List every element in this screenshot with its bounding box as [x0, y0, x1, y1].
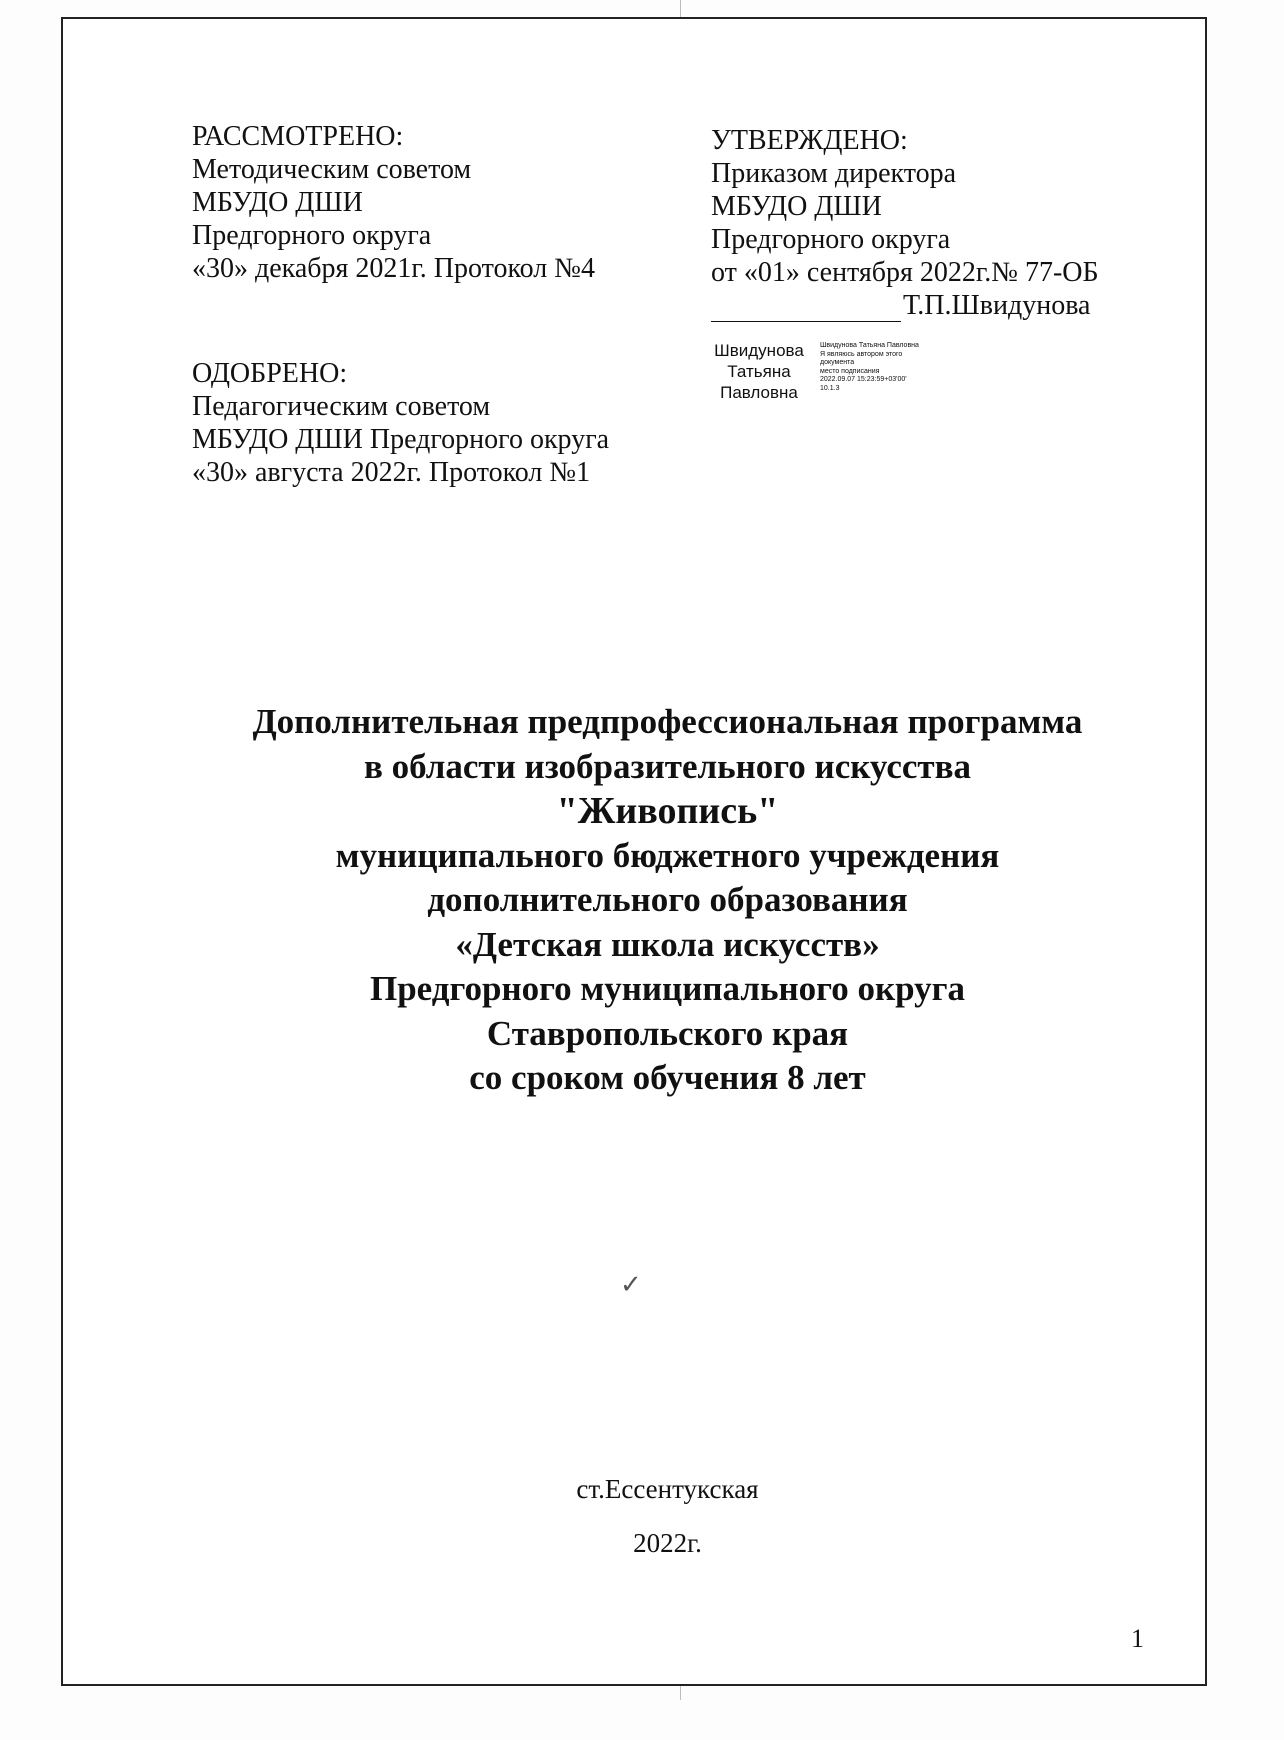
document-year: 2022г. [633, 1528, 702, 1558]
signature-detail: Я являюсь автором этого [820, 350, 903, 358]
signature-underline [711, 295, 901, 322]
title-line: Дополнительная предпрофессиональная программа [252, 702, 1083, 741]
considered-line: Методическим советом [192, 154, 472, 185]
signature-line [711, 289, 1099, 322]
considered-line: МБУДО ДШИ [192, 187, 363, 218]
endorsed-line: «30» августа 2022г. Протокол №1 [192, 457, 591, 488]
considered-line: «30» декабря 2021г. Протокол №4 [192, 253, 595, 284]
signature-detail: 10.1.3 [820, 384, 840, 392]
title-line: Ставропольского края [486, 1013, 849, 1053]
program-name: "Живопись" [556, 790, 779, 832]
signature-name-line: Павловна [720, 383, 798, 402]
endorsed-line: МБУДО ДШИ Предгорного округа [192, 424, 610, 455]
approved-line: Приказом директора [711, 158, 957, 189]
approved-block [711, 124, 1099, 322]
title-line: муниципального бюджетного учреждения [335, 835, 1000, 875]
endorsed-line: Педагогическим советом [192, 391, 491, 422]
endorsed-block [192, 357, 609, 489]
check-mark-icon: ✓ [620, 1270, 642, 1299]
signature-detail: место подписания [820, 367, 880, 375]
title-line: в области изобразительного искусства [363, 746, 972, 786]
approved-line: МБУДО ДШИ [711, 191, 882, 222]
endorsed-heading: ОДОБРЕНО: [192, 358, 348, 389]
place-name: ст.Ессентукская [576, 1474, 759, 1504]
signature-name-line: Швидунова [714, 341, 804, 360]
title-line: дополнительного образования [427, 880, 908, 919]
signature-detail: 2022.09.07 15:23:59+03'00' [820, 376, 907, 384]
approved-heading: УТВЕРЖДЕНО: [711, 125, 908, 156]
signature-name [708, 340, 810, 403]
approved-line: Предгорного округа [711, 224, 951, 255]
title-line: Предгорного муниципального округа [369, 969, 966, 1008]
document-title [100, 700, 1235, 1101]
signature-detail: документа [820, 359, 855, 367]
considered-heading: РАССМОТРЕНО: [192, 121, 404, 152]
signature-details [820, 342, 919, 394]
page-number: 1 [1131, 1624, 1144, 1653]
approved-line: от «01» сентября 2022г.№ 77-ОБ [711, 257, 1099, 288]
signature-name-line: Татьяна [727, 362, 791, 381]
title-line: со сроком обучения 8 лет [469, 1058, 866, 1097]
signer-name: Т.П.Швидунова [903, 290, 1091, 321]
considered-line: Предгорного округа [192, 220, 432, 251]
title-line: «Детская школа искусств» [455, 924, 880, 964]
considered-block [192, 120, 595, 285]
signature-detail: Швидунова Татьяна Павловна [820, 342, 919, 349]
